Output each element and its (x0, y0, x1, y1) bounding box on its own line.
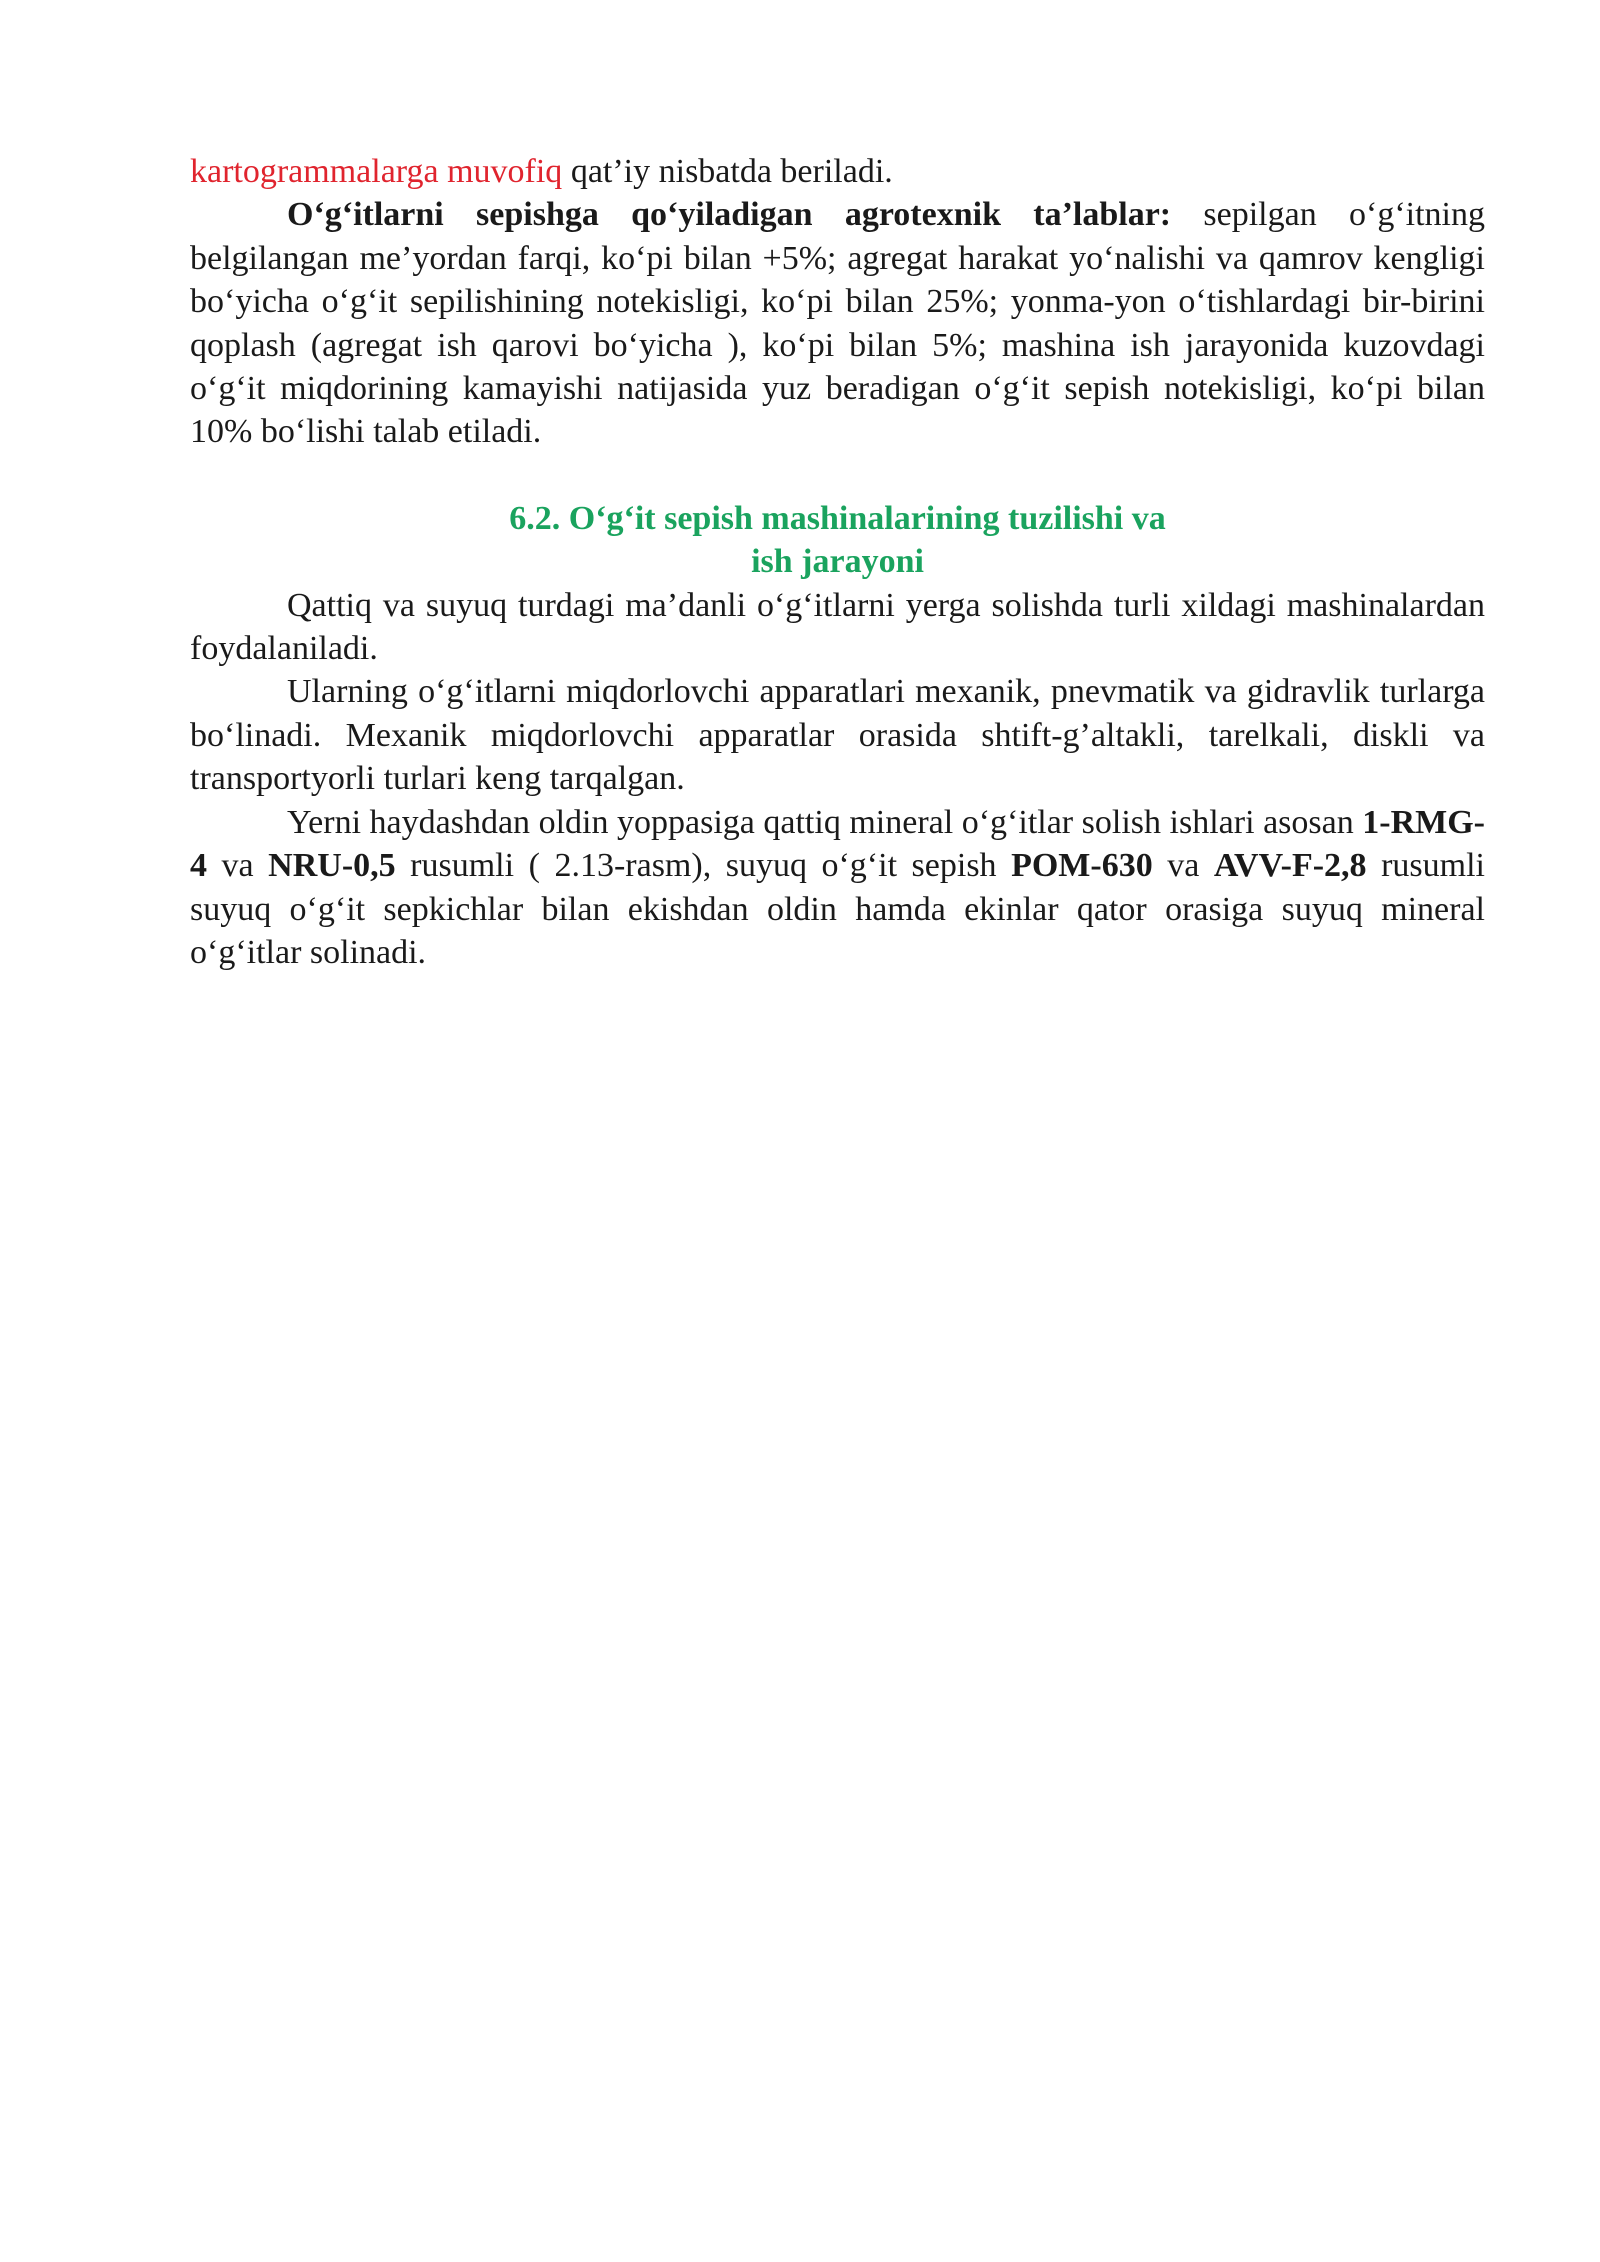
models-text-1: Yerni haydashdan oldin yoppasiga qattiq mineral o‘g‘itlar solish ishlari asosan (287, 803, 1363, 841)
paragraph-apparatus: Ularning o‘g‘itlarni miqdorlovchi apparatlari mexanik, pnevmatik va gidravlik turlarga bo‘linadi. Mexanik miqdorlovchi apparatlar orasida shtift-g’altakli, tarelkali, diskli va transportyorli turlari keng tarqalgan. (190, 673, 1485, 798)
model-pom: POM-630 (1011, 847, 1153, 885)
models-text-4: va (1152, 847, 1214, 885)
section-heading (190, 497, 1485, 584)
section-heading-line-2: ish jarayoni (751, 543, 924, 581)
document-page (190, 150, 1485, 974)
section-heading-line-1: 6.2. O‘g‘it sepish mashinalarining tuzilishi va (509, 499, 1166, 537)
requirements-title: O‘g‘itlarni sepishga qo‘yiladigan agrotexnik ta’lablar: (287, 196, 1172, 234)
models-text-3: rusumli ( 2.13-rasm), suyuq o‘g‘it sepish (395, 847, 1012, 885)
paragraph-models (190, 801, 1485, 975)
paragraph-text: qat’iy nisbatda beriladi. (562, 153, 893, 190)
models-text-5: rusumli suyuq o‘g‘it sepkichlar bilan ekishdan oldin hamda ekinlar qator orasiga suyuq mineral o‘g‘itlar solinadi. (190, 847, 1485, 971)
models-text-2: va (207, 847, 269, 885)
model-avv: AVV-F-2,8 (1213, 847, 1367, 885)
model-rmg: 1-RMG-4 (190, 803, 1485, 885)
paragraph-intro (190, 150, 1485, 193)
paragraph-machines: Qattiq va suyuq turdagi ma’danli o‘g‘itlarni yerga solishda turli xildagi mashinalardan foydalaniladi. (190, 586, 1485, 668)
requirements-text: sepilgan o‘g‘itning belgilangan me’yordan farqi, ko‘pi bilan +5%; agregat harakat yo‘nalishi va qamrov kengligi bo‘yicha o‘g‘it sepilishining notekisligi, ko‘pi bilan 25%; yonma-yon o‘tishlardagi bir-birini qoplash (agregat ish qarovi bo‘yicha ), ko‘pi bilan 5%; mashina ish jarayonida kuzovdagi o‘g‘it miqdorining kamayishi natijasida yuz beradigan o‘g‘it sepish notekisligi, ko‘pi bilan 10% bo‘lishi talab etiladi. (190, 196, 1485, 451)
highlighted-text: kartogrammalarga muvofiq (190, 153, 563, 190)
paragraph-requirements (190, 193, 1485, 453)
model-nru: NRU-0,5 (268, 847, 396, 885)
